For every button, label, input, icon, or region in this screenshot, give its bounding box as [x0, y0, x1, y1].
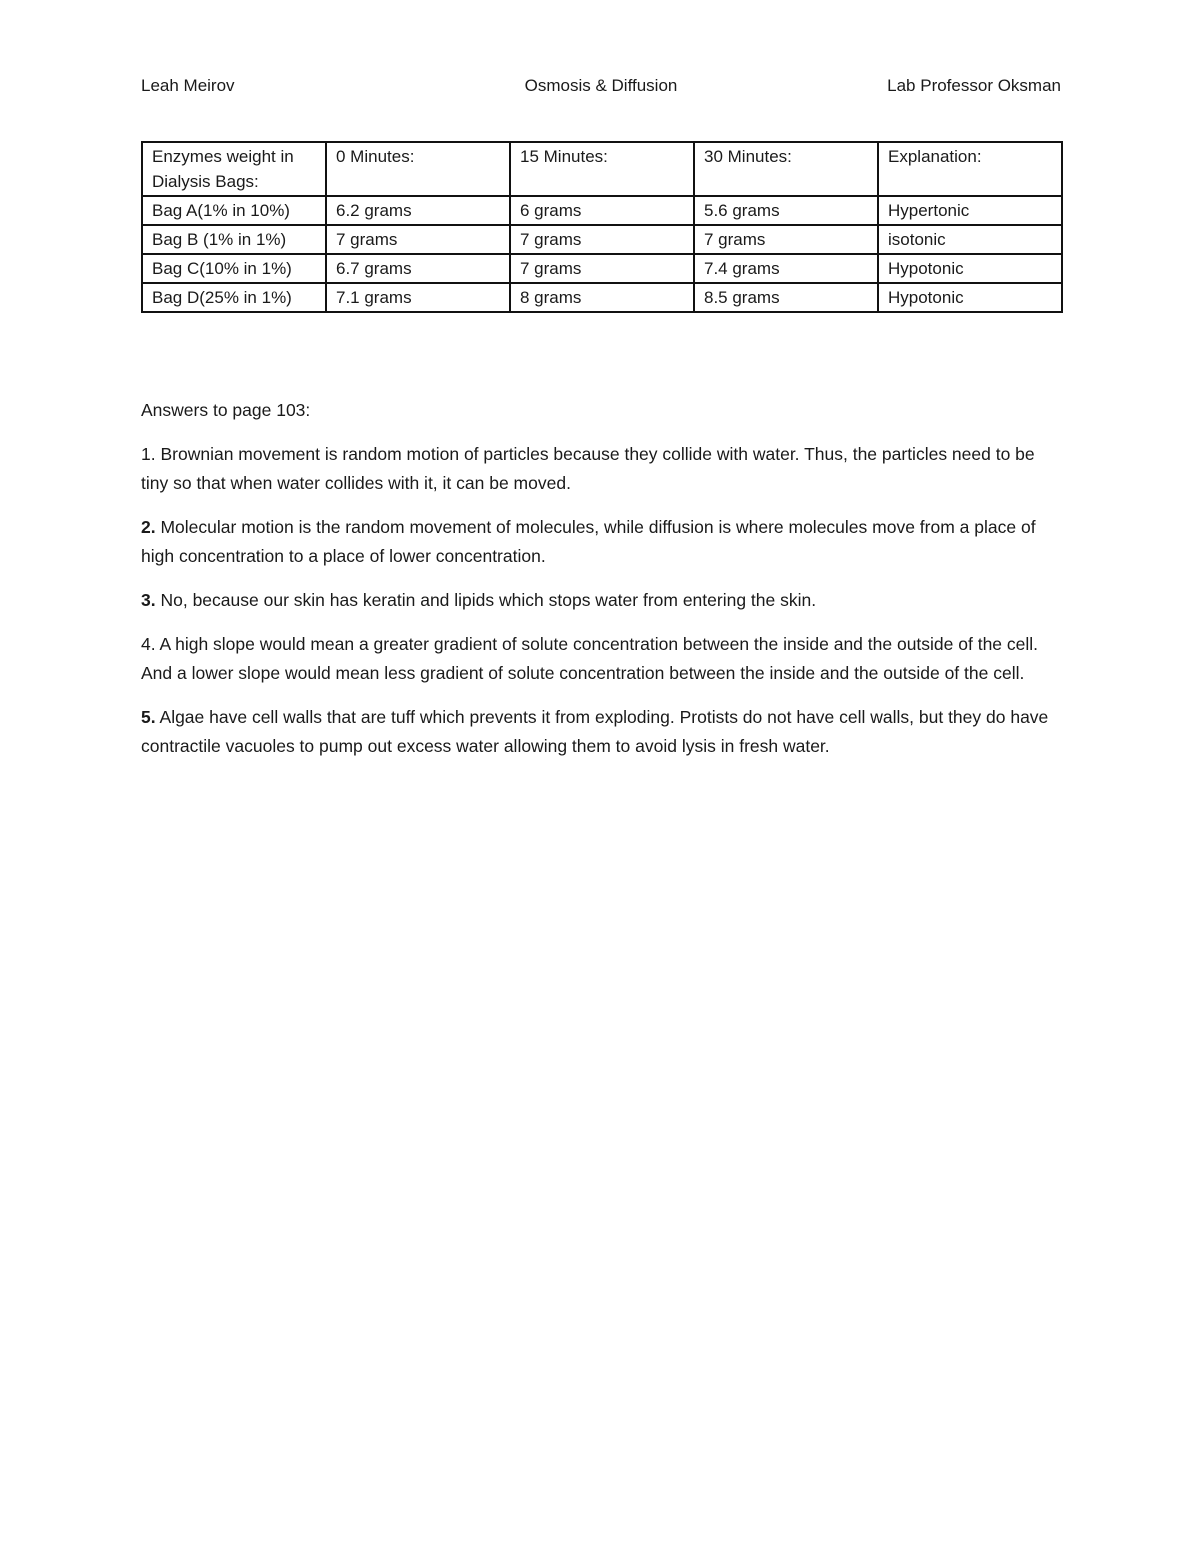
dialysis-bag-table: [141, 141, 1063, 313]
table-cell: 7 grams: [510, 254, 694, 283]
header-professor: Lab Professor Oksman: [887, 76, 1061, 95]
table-cell: Bag D(25% in 1%): [142, 283, 326, 312]
table-row: [142, 196, 1062, 225]
answer-item: [141, 586, 1061, 615]
table-header-row: [142, 142, 1062, 196]
answer-item: [141, 513, 1061, 571]
table-cell: Hypertonic: [878, 196, 1062, 225]
answer-text: No, because our skin has keratin and lipids which stops water from entering the skin.: [160, 590, 817, 610]
table-cell: Hypotonic: [878, 283, 1062, 312]
table-cell: isotonic: [878, 225, 1062, 254]
table-cell: 7.1 grams: [326, 283, 510, 312]
answer-number: 2.: [141, 517, 156, 537]
header-author: Leah Meirov: [141, 76, 235, 95]
table-cell: Bag C(10% in 1%): [142, 254, 326, 283]
page-header: [141, 74, 1061, 98]
answers-title: Answers to page 103:: [141, 400, 311, 420]
answer-text: Brownian movement is random motion of particles because they collide with water. Thus, the particles need to be tiny so that when water collides with it, it can be moved.: [141, 444, 1035, 493]
table-cell: 6.2 grams: [326, 196, 510, 225]
table-cell: 7.4 grams: [694, 254, 878, 283]
header-title: Osmosis & Diffusion: [524, 76, 678, 95]
table-cell: Bag B (1% in 1%): [142, 225, 326, 254]
answer-item: [141, 440, 1061, 498]
table-row: [142, 283, 1062, 312]
table-cell: 7 grams: [510, 225, 694, 254]
answer-text: A high slope would mean a greater gradient of solute concentration between the inside and the outside of the cell. And a lower slope would mean less gradient of solute concentration between the inside and the outside of the cell.: [141, 634, 1039, 683]
table-header-cell: Enzymes weight in Dialysis Bags:: [142, 142, 326, 196]
table-header-cell: 0 Minutes:: [326, 142, 510, 196]
answer-number: 3.: [141, 590, 156, 610]
table-header-cell: 30 Minutes:: [694, 142, 878, 196]
table-cell: 6.7 grams: [326, 254, 510, 283]
table-cell: Hypotonic: [878, 254, 1062, 283]
answer-number: 1.: [141, 444, 156, 464]
answers-section: [141, 396, 1061, 776]
answer-item: [141, 703, 1061, 761]
table-cell: 5.6 grams: [694, 196, 878, 225]
table-header-cell: 15 Minutes:: [510, 142, 694, 196]
answer-text: Algae have cell walls that are tuff which prevents it from exploding. Protists do not have cell walls, but they do have contractile vacuoles to pump out excess water allowing them to avoid lysis in fresh water.: [141, 707, 1049, 756]
answer-text: Molecular motion is the random movement of molecules, while diffusion is where molecules move from a place of high concentration to a place of lower concentration.: [141, 517, 1036, 566]
answer-number: 5.: [141, 707, 156, 727]
answer-number: 4.: [141, 634, 156, 654]
answer-item: [141, 630, 1061, 688]
table-cell: 6 grams: [510, 196, 694, 225]
table-header-cell: Explanation:: [878, 142, 1062, 196]
table-row: [142, 254, 1062, 283]
table-cell: 7 grams: [694, 225, 878, 254]
table-row: [142, 225, 1062, 254]
table-cell: 8.5 grams: [694, 283, 878, 312]
table-cell: Bag A(1% in 10%): [142, 196, 326, 225]
table-cell: 7 grams: [326, 225, 510, 254]
table-cell: 8 grams: [510, 283, 694, 312]
